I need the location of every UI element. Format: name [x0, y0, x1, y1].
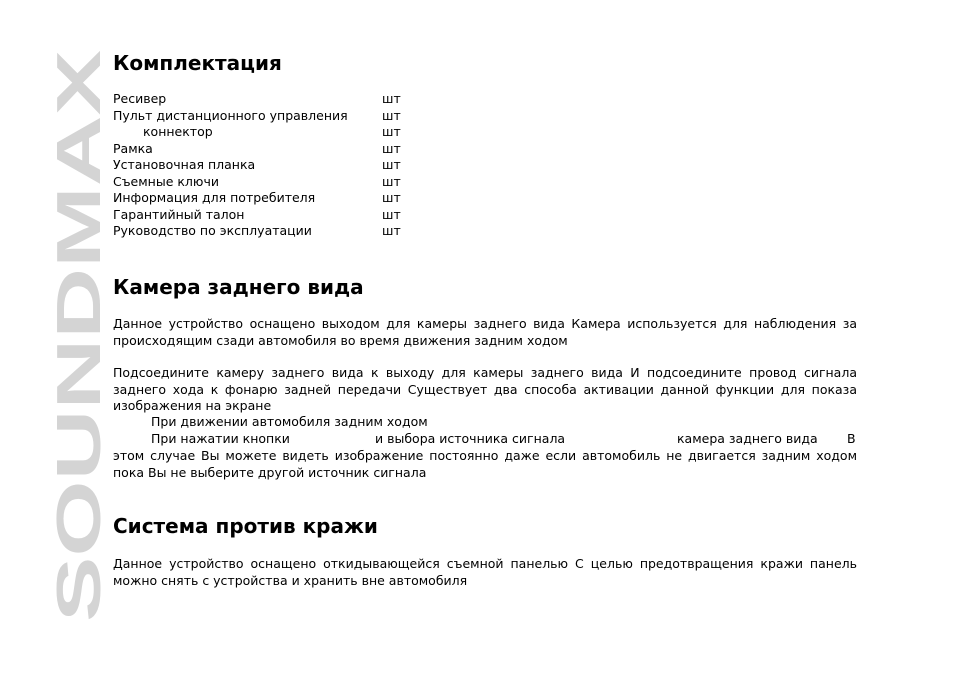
list-item — [113, 174, 513, 191]
kit-item-unit: шт — [382, 190, 401, 205]
list-item — [113, 190, 513, 207]
theft-section-title: Система против кражи — [113, 514, 378, 538]
kit-item-name: Установочная планка — [113, 157, 256, 172]
camera-method-2-start: При нажатии кнопки — [151, 431, 290, 446]
camera-method-1: При движении автомобиля задним ходом — [151, 414, 428, 429]
kit-item-name: коннектор — [143, 124, 213, 139]
kit-item-name: Информация для потребителя — [113, 190, 316, 205]
camera-method-2-source: и выбора источника сигнала — [375, 431, 566, 446]
soundmax-logo — [45, 50, 114, 622]
theft-paragraph: Данное устройство оснащено откидывающейся съемной панелью С целью предотвращения кражи панель можно снять с устройства и хранить вне автомобиля — [113, 556, 857, 588]
kit-item-name: Рамка — [113, 140, 153, 156]
kit-item-name: Пульт дистанционного управления — [113, 107, 348, 123]
kit-item-unit: шт — [382, 91, 401, 106]
kit-section-title: Комплектация — [113, 51, 282, 75]
kit-item-unit: шт — [382, 107, 401, 123]
svg-text:SOUNDMAX: SOUNDMAX — [45, 260, 114, 622]
camera-method-2-continuation: этом случае Вы можете видеть изображение постоянно даже если автомобиль не двигается задним ходом пока Вы не выберите другой источник сигнала — [113, 448, 857, 480]
kit-item-unit: шт — [382, 157, 401, 172]
list-item — [113, 108, 513, 125]
kit-item-name: Гарантийный талон — [113, 206, 245, 222]
list-item — [113, 124, 513, 141]
list-item — [113, 91, 513, 108]
kit-item-name: Съемные ключи — [113, 173, 219, 189]
camera-method-2-end: В — [847, 431, 856, 446]
camera-intro-paragraph: Данное устройство оснащено выходом для камеры заднего вида Камера используется для наблюдения за происходящим сзади автомобиля во время движения задним ходом — [113, 316, 857, 348]
list-item — [113, 141, 513, 158]
soundmax-logo-graphic — [45, 50, 114, 622]
list-item — [113, 207, 513, 224]
camera-connection-paragraph: Подсоедините камеру заднего вида к выходу для камеры заднего вида И подсоедините провод сигнала заднего хода к фонарю задней передачи Существует два способа активации данной функции для показа изображения на экране — [113, 365, 857, 413]
list-item — [113, 157, 513, 174]
kit-list — [113, 91, 513, 240]
kit-item-name: Руководство по эксплуатации — [113, 223, 312, 238]
kit-item-unit: шт — [382, 206, 401, 222]
kit-item-unit: шт — [382, 173, 401, 189]
kit-item-unit: шт — [382, 124, 401, 139]
kit-item-unit: шт — [382, 223, 401, 238]
camera-method-2-camera: камера заднего вида — [677, 431, 818, 446]
list-item — [113, 223, 513, 240]
kit-item-name: Ресивер — [113, 91, 167, 106]
camera-section-title: Камера заднего вида — [113, 275, 364, 299]
kit-item-unit: шт — [382, 140, 401, 156]
